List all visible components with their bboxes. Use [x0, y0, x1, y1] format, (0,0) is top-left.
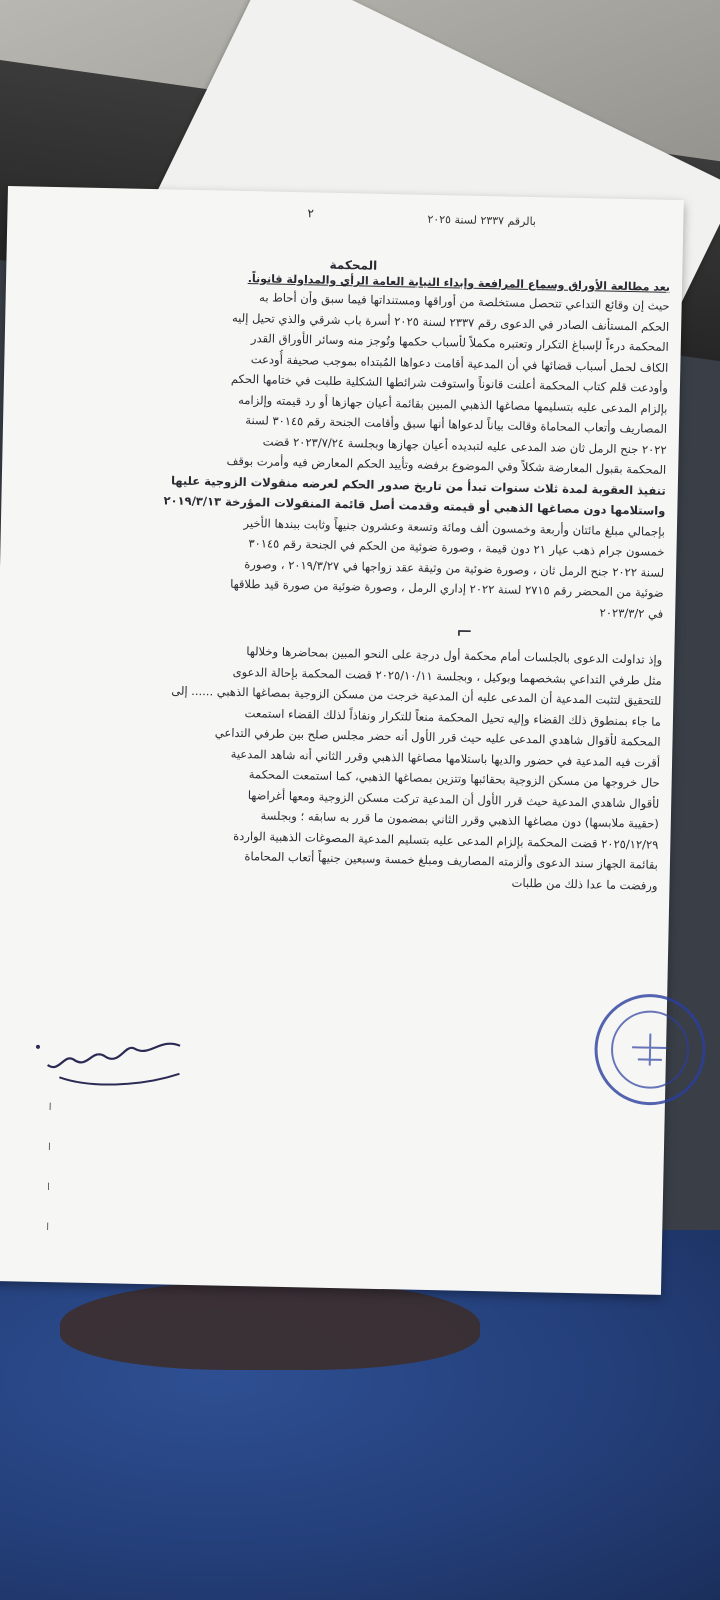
margin-marks: ׀ ׀ ׀ ׀	[46, 1101, 52, 1233]
text-line: ٢٠٢٥/١٢/٢٩ قضت المحكمة بإلزام المدعى عليه بتسليم المدعية المصوغات الذهبية الواردة	[233, 828, 659, 852]
text-line: بقائمة الجهاز سند الدعوى وألزمته المصاريف ومبلغ خمسة وسبعين جنيهاً أتعاب المحاماة	[244, 849, 659, 872]
document-page	[0, 186, 684, 1295]
text-line: الكاف لحمل أسباب قضائها في أن المدعية أقامت دعواها المُبتداه بموجب صحيفة أُودعت	[250, 351, 669, 375]
text-line: بإلزام المدعى عليه بتسليمها مصاغها الذهبي المبين بقائمة أعيان جهازها أو رد قيمته وإلزامه	[238, 392, 668, 416]
preamble: بعد مطالعة الأوراق وسماع المرافعة وإبداء النيابة العامة الرأي والمداولة قانوناً.	[247, 272, 671, 294]
text-line: ما جاء بمنطوق ذلك القضاء وإليه تحيل المحكمة منعاً للتكرار ونفاذاً لذلك القضاء استمعت	[244, 705, 662, 729]
text-line: مثل طرفي التداعي بشخصهما وبوكيل ، وبجلسة ٢٠٢٥/١٠/١١ قضت المحكمة بإحالة الدعوى	[232, 664, 662, 688]
text-line: للتحقيق لتثبت المدعية أن المدعى عليه أن المدعية خرجت من مسكن الزوجية بمصاغها الذهبي ...... إلى	[171, 683, 662, 708]
text-line: حال خروجها من مسكن الزوجية بحقائبها وتتزين بمصاغها الذهبي، كما استمعت المحكمة	[248, 767, 660, 790]
text-line: الحكم المستأنف الصادر في الدعوى رقم ٢٣٣٧ لسنة ٢٠٢٥ أسرة باب شرقي والذي تحيل إليه	[231, 310, 670, 334]
text-line: وأودعت قلم كتاب المحكمة أعلنت قانوناً واستوفت شرائطها الشكلية طلبت في ختامها الحكم	[230, 371, 669, 395]
text-line: أقرت فيه المدعية في حضور والديها باستلامها مصاغها الذهبي وقرر الثاني أنه شاهد المدعية	[230, 746, 661, 770]
text-line: في ٢٠٢٣/٣/٢	[599, 604, 664, 621]
text-line: (حقيبة ملابسها) دون مصاغها الذهبي وقرر الثاني بمضمون ما قرر به سابقه ؛ وبجلسة	[260, 808, 659, 831]
handwritten-signature	[29, 1025, 190, 1098]
page-mark: ٢	[307, 206, 315, 221]
text-line: واستلامها دون مصاغها الذهبي أو قيمته وقدمت أصل قائمة المنقولات المؤرخة ٢٠١٩/٣/١٣	[163, 493, 666, 518]
text-line: تنفيذ العقوبة لمدة ثلاث سنوات تبدأ من تاريخ صدور الحكم لعرضه منقولات الزوجية عليها	[170, 472, 666, 498]
section-gap: ⌐	[455, 619, 474, 644]
text-line: وإذ تداولت الدعوى بالجلسات أمام محكمة أول درجة على النحو المبين بمحاضرها وخلالها	[246, 644, 663, 667]
paragraph-facts	[29, 283, 670, 624]
text-line: لأقوال شاهدي المدعية حيث قرر الأول أن المدعية تركت مسكن الزوجية ومعها أغراضها	[247, 787, 660, 811]
text-line: ضوئية من المحضر رقم ٢٧١٥ لسنة ٢٠٢٢ إداري الرمل ، وصورة ضوئية من صورة قيد طلاقها	[230, 576, 664, 600]
text-line: المصاريف وأتعاب المحاماة وقالت بياناً لدعواها أنها سبق وأقامت الجنحة رقم ٣٠١٤٥ لسنة	[245, 413, 668, 436]
document-body	[15, 207, 671, 1275]
text-line: خمسون جرام ذهب عيار ٢١ دون قيمة ، وصورة ضوئية من الحكم في الجنحة رقم ٣٠١٤٥	[248, 536, 665, 559]
text-line: بإجمالي مبلغ مائتان وأربعة وخمسون ألف ومائة وتسعة وعشرون جنيهاً وثابت ببندها الأخير	[243, 515, 666, 539]
cloth-fold	[60, 1280, 480, 1370]
text-line: المحكمة بقبول المعارضة شكلاً وفي الموضوع برفضه وتأييد الحكم المعارض فيه وأمرت بوقف	[226, 453, 667, 477]
text-line: ٢٠٢٢ جنح الرمل ثان ضد المدعى عليه لتبديده أعيان جهازها وبجلسة ٢٠٢٣/٧/٢٤ قضت	[262, 433, 667, 457]
case-number: بالرقم ٢٣٣٧ لسنة ٢٠٢٥	[427, 212, 537, 229]
text-line: ورفضت ما عدا ذلك من طلبات	[511, 875, 658, 893]
text-line: المحكمة درءاً لإسباغ التكرار وتعتبره مكملاً لأسباب حكمها وتُوجز منه وسائر الأوراق القدر	[250, 331, 669, 354]
text-line: لسنة ٢٠٢٢ جنح الرمل ثان ، وصورة ضوئية من وثيقة عقد زواجها في ٢٠١٩/٣/٢٧ ، وصورة	[244, 556, 665, 580]
document-title: المحكمة	[329, 257, 378, 273]
text-line: المحكمة لأقوال شاهدي المدعى عليه حيث قرر الأول أنه حضر مجلس صلح بين طرفي التداعي	[214, 725, 661, 749]
text-line: حيث إن وقائع التداعي تتحصل مستخلصة من أوراقها ومستنداتها فيما سبق وأن أحاط به	[259, 290, 670, 313]
court-stamp	[589, 988, 711, 1110]
paragraph-proceedings	[23, 637, 662, 896]
